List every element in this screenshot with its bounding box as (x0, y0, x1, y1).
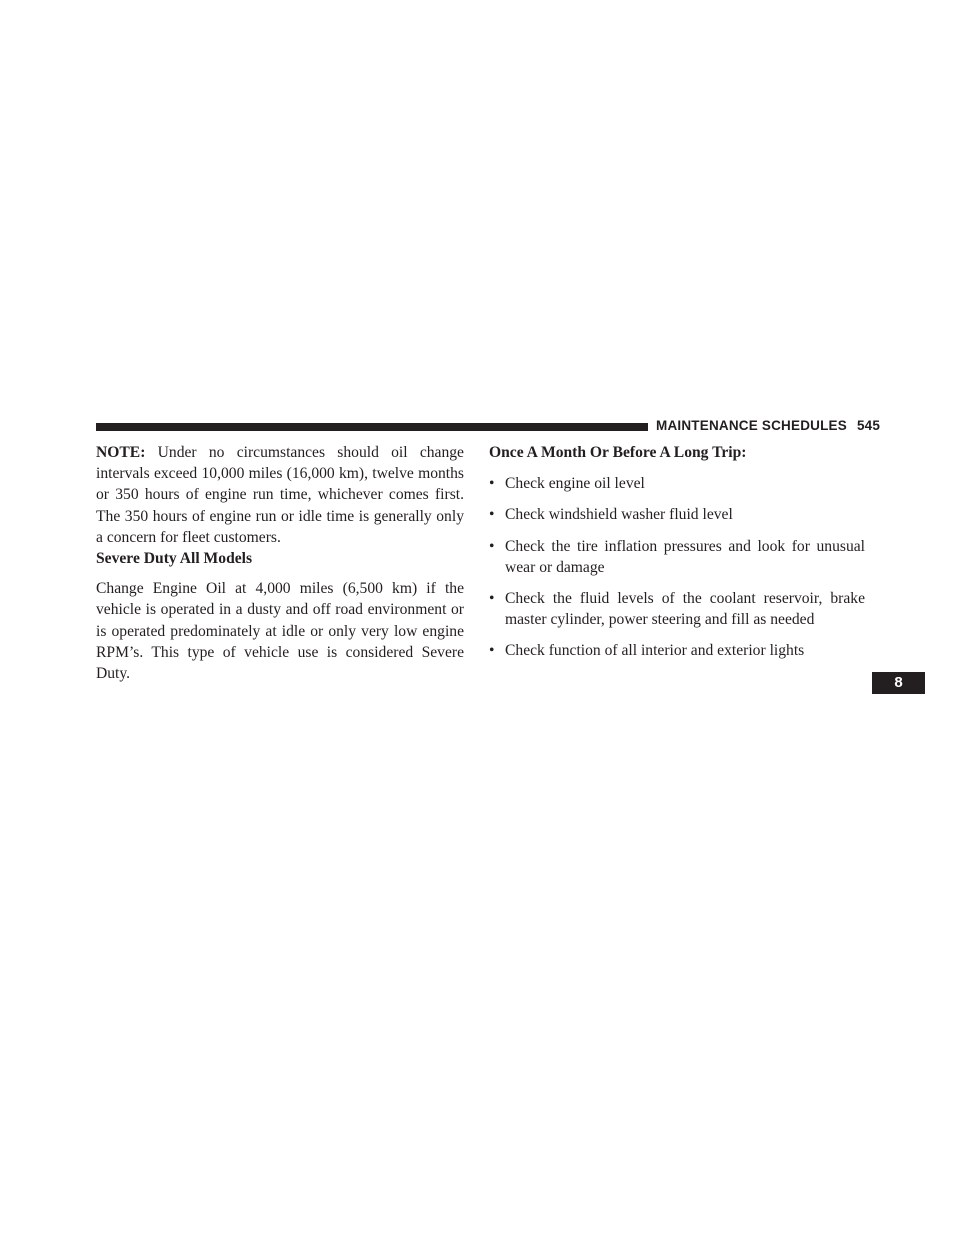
bullet-icon: • (489, 475, 495, 493)
header-rule (96, 423, 648, 431)
bullet-icon: • (489, 506, 495, 524)
list-item: • Check windshield washer fluid level (489, 504, 865, 525)
section-title: MAINTENANCE SCHEDULES (656, 418, 847, 433)
note-paragraph (96, 442, 464, 548)
right-column (489, 442, 865, 662)
list-item: • Check function of all interior and exterior lights (489, 640, 865, 661)
running-header (656, 418, 880, 433)
bullet-icon: • (489, 590, 495, 608)
note-label: NOTE: (96, 444, 146, 461)
bullet-icon: • (489, 642, 495, 660)
page-number: 545 (856, 418, 881, 433)
left-column (96, 442, 464, 684)
list-item: • Check the fluid levels of the coolant reservoir, brake master cylinder, power steering and fill as needed (489, 590, 865, 629)
list-item: • Check the tire inflation pressures and look for unusual wear or damage (489, 537, 865, 576)
bullet-icon: • (489, 537, 495, 555)
chapter-tab: 8 (872, 672, 925, 694)
list-item: • Check engine oil level (489, 473, 865, 494)
checklist-heading: Once A Month Or Before A Long Trip: (489, 444, 747, 461)
checklist (489, 473, 865, 661)
section-heading: Severe Duty All Models (96, 550, 253, 568)
note-text: Under no circumstances should oil change intervals exceed 10,000 miles (16,000 km), twelve months or 350 hours of engine run time, whichever comes first. The 350 hours of engine run or idle time is generally only a concern for fleet customers. (96, 444, 464, 546)
section-paragraph: Change Engine Oil at 4,000 miles (6,500 km) if the vehicle is operated in a dusty and off road environment or is operated predominately at idle or only very low engine RPM’s. This type of vehicle use is considered Severe Duty. (96, 580, 464, 683)
